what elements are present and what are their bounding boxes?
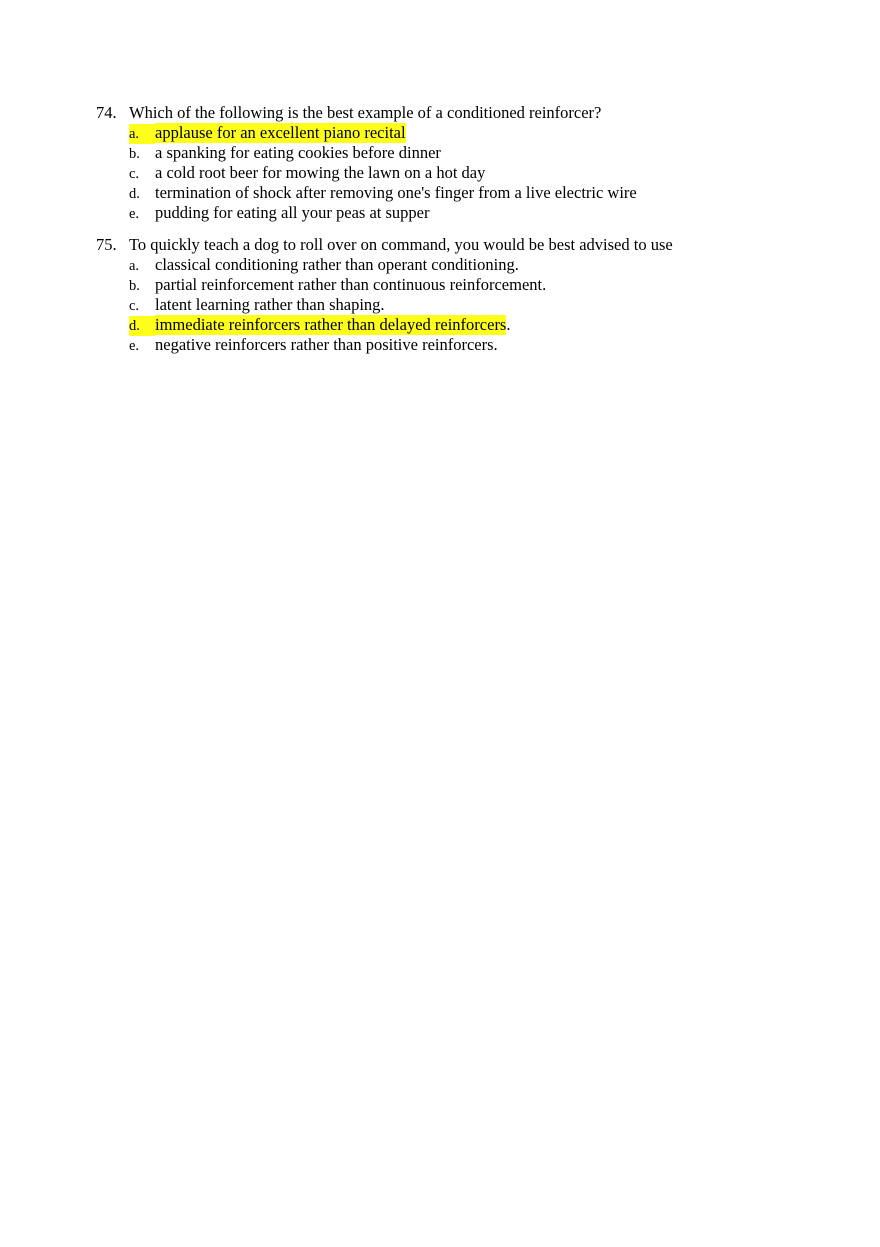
question-stem bbox=[96, 235, 796, 255]
option-letter: a. bbox=[129, 258, 140, 274]
option-letter: c. bbox=[129, 166, 140, 182]
option-text-suffix: . bbox=[506, 315, 511, 334]
question-number: 74. bbox=[96, 103, 117, 122]
option-text: termination of shock after removing one's finger from a live electric wire bbox=[155, 183, 637, 202]
option-b bbox=[96, 275, 796, 295]
option-letter: b. bbox=[129, 278, 140, 294]
option-b bbox=[96, 143, 796, 163]
option-d bbox=[96, 183, 796, 203]
option-text: negative reinforcers rather than positive reinforcers. bbox=[155, 335, 498, 354]
option-c bbox=[96, 295, 796, 315]
option-text: classical conditioning rather than operant conditioning. bbox=[155, 255, 519, 274]
option-letter: e. bbox=[129, 338, 140, 354]
question-number: 75. bbox=[96, 235, 117, 254]
option-text: pudding for eating all your peas at supper bbox=[155, 203, 430, 222]
option-letter: e. bbox=[129, 206, 140, 222]
option-c bbox=[96, 163, 796, 183]
option-letter: c. bbox=[129, 298, 140, 314]
option-list bbox=[96, 123, 796, 223]
option-text: partial reinforcement rather than continuous reinforcement. bbox=[155, 275, 547, 294]
option-list bbox=[96, 255, 796, 355]
option-letter: a. bbox=[129, 124, 155, 144]
option-letter: b. bbox=[129, 146, 140, 162]
option-e bbox=[96, 203, 796, 223]
option-a bbox=[96, 255, 796, 275]
question-text: To quickly teach a dog to roll over on command, you would be best advised to use bbox=[129, 235, 673, 254]
option-d bbox=[96, 315, 796, 335]
option-text: latent learning rather than shaping. bbox=[155, 295, 385, 314]
option-e bbox=[96, 335, 796, 355]
option-letter: d. bbox=[129, 186, 140, 202]
option-letter: d. bbox=[129, 316, 155, 336]
option-text-highlighted: applause for an excellent piano recital bbox=[155, 123, 406, 142]
question-text: Which of the following is the best example of a conditioned reinforcer? bbox=[129, 103, 602, 122]
option-text: a spanking for eating cookies before dinner bbox=[155, 143, 441, 162]
option-text-highlighted: immediate reinforcers rather than delayed reinforcers bbox=[155, 315, 507, 334]
question-74 bbox=[96, 103, 796, 223]
option-text: a cold root beer for mowing the lawn on a hot day bbox=[155, 163, 486, 182]
question-stem bbox=[96, 103, 796, 123]
option-a bbox=[96, 123, 796, 143]
question-75 bbox=[96, 235, 796, 355]
